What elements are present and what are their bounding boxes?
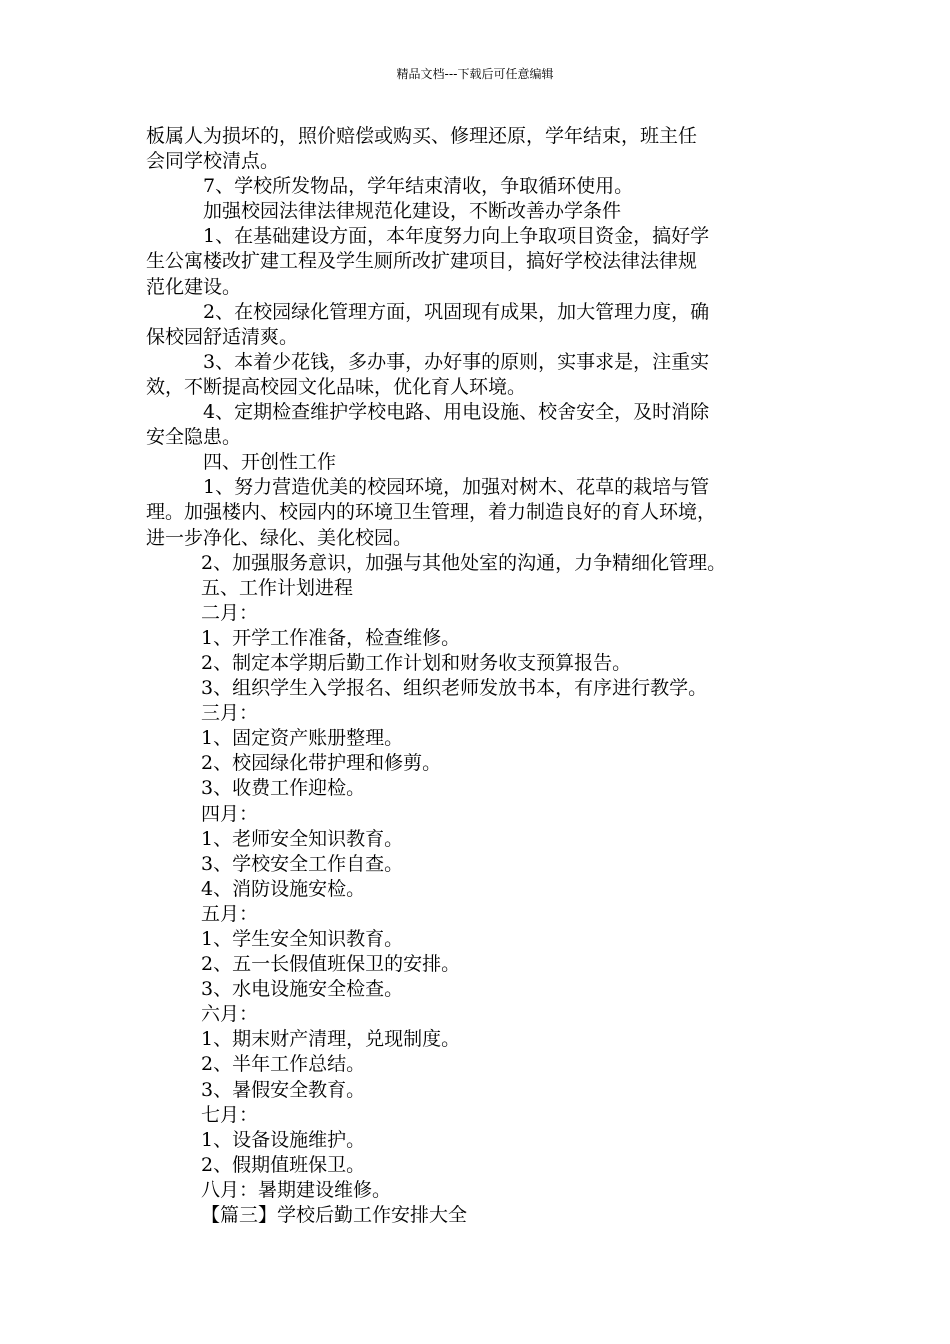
text-line: 范化建设。: [146, 275, 242, 298]
text-line: 四、开创性工作: [203, 451, 337, 474]
text-line: 1、期末财产清理，兑现制度。: [201, 1028, 461, 1051]
text-line: 五月：: [201, 902, 259, 925]
text-line: 1、老师安全知识教育。: [201, 827, 404, 850]
text-line: 3、暑假安全教育。: [201, 1078, 366, 1101]
text-line: 二月：: [201, 601, 259, 624]
text-line: 保校园舒适清爽。: [146, 325, 299, 348]
text-line: 3、本着少花钱，多办事，办好事的原则，实事求是，注重实: [203, 350, 710, 373]
text-line: 进一步净化、绿化、美化校园。: [146, 526, 413, 549]
text-line: 3、组织学生入学报名、组织老师发放书本，有序进行教学。: [201, 677, 708, 700]
text-line: 1、努力营造优美的校园环境，加强对树木、花草的栽培与管: [203, 476, 710, 499]
text-line: 2、校园绿化带护理和修剪。: [201, 752, 442, 775]
text-line: 2、五一长假值班保卫的安排。: [201, 953, 461, 976]
text-line: 7、学校所发物品，学年结束清收，争取循环使用。: [203, 175, 634, 198]
text-line: 三月：: [201, 702, 259, 725]
page-header: 精品文档---下载后可任意编辑: [396, 67, 554, 81]
text-line: 2、假期值班保卫。: [201, 1153, 366, 1176]
text-line: 2、半年工作总结。: [201, 1053, 366, 1076]
text-line: 五、工作计划进程: [201, 576, 354, 599]
text-line: 1、学生安全知识教育。: [201, 928, 404, 950]
document-body: [146, 124, 816, 1228]
text-line: 2、在校园绿化管理方面，巩固现有成果，加大管理力度，确: [203, 300, 710, 323]
text-line: 理。加强楼内、校园内的环境卫生管理，着力制造良好的育人环境，: [146, 501, 717, 524]
text-line: 安全隐患。: [146, 426, 242, 449]
text-line: 1、开学工作准备，检查维修。: [201, 626, 461, 649]
text-line: 六月：: [201, 1003, 259, 1026]
text-line: 七月：: [201, 1103, 259, 1126]
text-line: 3、收费工作迎检。: [201, 777, 366, 800]
text-line: 3、学校安全工作自查。: [201, 852, 404, 875]
text-line: 1、在基础建设方面，本年度努力向上争取项目资金，搞好学: [203, 225, 710, 248]
text-line: 4、消防设施安检。: [201, 877, 366, 900]
text-line: 4、定期检查维护学校电路、用电设施、校舍安全，及时消除: [203, 401, 710, 424]
text-line: 四月：: [201, 802, 259, 825]
text-line: 生公寓楼改扩建工程及学生厕所改扩建项目，搞好学校法律法律规: [146, 250, 698, 273]
text-line: 1、固定资产账册整理。: [201, 727, 404, 750]
text-line: 会同学校清点。: [146, 150, 280, 173]
text-line: 板属人为损坏的，照价赔偿或购买、修理还原，学年结束，班主任: [146, 125, 698, 147]
text-line: 3、水电设施安全检查。: [201, 978, 404, 1001]
text-line: 效，不断提高校园文化品味，优化育人环境。: [146, 375, 527, 398]
text-line: 2、制定本学期后勤工作计划和财务收支预算报告。: [201, 651, 632, 674]
text-line: 【篇三】学校后勤工作安排大全: [201, 1204, 468, 1227]
text-line: 1、设备设施维护。: [201, 1128, 366, 1151]
text-line: 八月：暑期建设维修。: [201, 1178, 392, 1201]
text-line: 2、加强服务意识，加强与其他处室的沟通，力争精细化管理。: [201, 551, 727, 574]
text-line: 加强校园法律法律规范化建设，不断改善办学条件: [203, 200, 622, 223]
